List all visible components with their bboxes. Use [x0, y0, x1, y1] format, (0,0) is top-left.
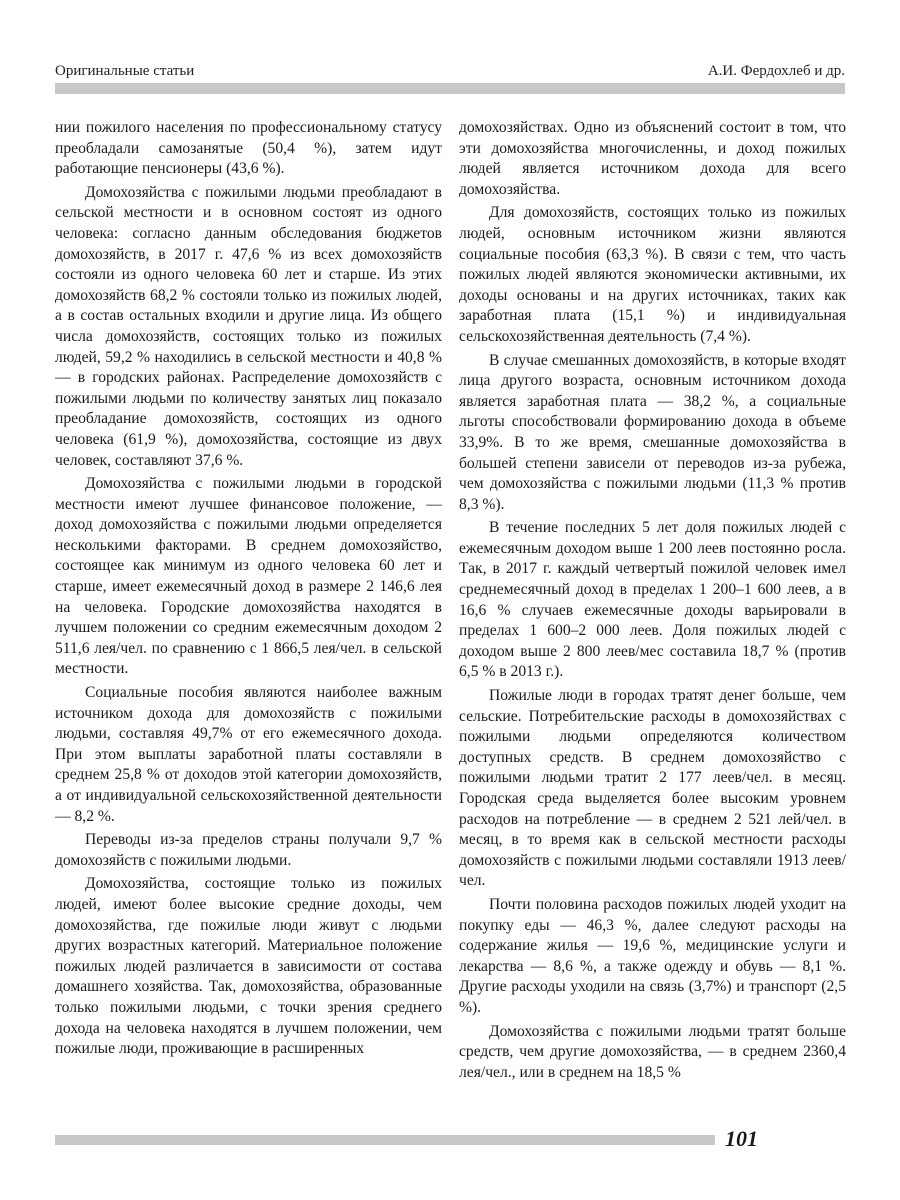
- paragraph: Переводы из-за пределов страны получали 9,7 % домохозяйств с пожилыми людьми.: [55, 831, 442, 869]
- paragraph: Домохозяйства с пожилыми людьми в городской местности имеют лучшее финансовое положение, — доход домохозяйства с пожилыми людьми определяется несколькими факторами. В среднем домохозяйство, состоящее как минимум из одного человека 60 лет и старше, имеет ежемесячный доход в размере 2 146,6 лея на человека. Городские домохозяйства находятся в лучшем положении со средним ежемесячным доходом 2 511,6 лея/чел. по сравнению с 1 866,5 лея/чел. в сельской местности.: [55, 475, 442, 678]
- paragraph: домохозяйствах. Одно из объяснений состоит в том, что эти домохозяйства многочисленны, и доход пожилых людей является источником дохода для всего домохозяйства.: [459, 119, 846, 198]
- text-column-right: [459, 118, 846, 1086]
- paragraph: В случае смешанных домохозяйств, в которые входят лица другого возраста, основным источником дохода является заработная плата — 38,2 %, а социальные льготы способствовали формированию дохода в объеме 33,9%. В то же время, смешанные домохозяйства в большей степени зависели от переводов из-за рубежа, чем домохозяйства с пожилыми людьми (11,3 % против 8,3 %).: [459, 351, 846, 513]
- paragraph: Социальные пособия являются наиболее важным источником дохода для домохозяйств с пожилыми людьми, составляя 49,7% от его ежемесячного дохода. При этом выплаты заработной платы составляли в среднем 25,8 % от доходов этой категории домохозяйств, а от индивидуальной сельскохозяйственной деятельности — 8,2 %.: [55, 684, 442, 825]
- paragraph: Домохозяйства с пожилыми людьми преобладают в сельской местности и в основном состоят из одного человека: согласно данным обследования бюджетов домохозяйств, в 2017 г. 47,6 % из всех домохозяйств состояли из одного человека 60 лет и старше. Из этих домохозяйств 68,2 % состояли только из пожилых людей, а в состав остальных входили и другие лица. Из общего числа домохозяйств, состоящих только из пожилых людей, 59,2 % находились в сельской местности и 40,8 % — в городских районах. Распределение домохозяйств с пожилыми людьми по количеству занятых лиц показало преобладание домохозяйств, состоящих из одного человека (61,9 %), домохозяйства, состоящие из двух человек, составляют 37,6 %.: [55, 183, 442, 469]
- paragraph: нии пожилого населения по профессиональному статусу преобладали самозанятые (50,4 %), затем идут работающие пенсионеры (43,6 %).: [55, 119, 442, 178]
- running-head-section: Оригинальные статьи: [55, 63, 195, 79]
- running-head-authors: А.И. Фердохлеб и др.: [707, 63, 845, 79]
- paragraph: Домохозяйства, состоящие только из пожилых людей, имеют более высокие средние доходы, чем домохозяйства, где пожилые люди живут с людьми других возрастных категорий. Материальное положение пожилых людей различается в зависимости от состава домашнего хозяйства. Так, домохозяйства, образованные только пожилыми людьми, с точки зрения среднего дохода на человека находятся в лучшем положении, чем пожилые люди, проживающие в расширенных: [55, 875, 442, 1058]
- page-number: 101: [725, 1126, 758, 1151]
- paragraph: Для домохозяйств, состоящих только из пожилых людей, основным источником жизни являются социальные пособия (63,3 %). В связи с тем, что часть пожилых людей являются экономически активными, их доходы основаны и на других источниках, таких как заработная плата (15,1 %) и индивидуальная сельскохозяйственная деятельность (7,4 %).: [459, 204, 846, 345]
- paragraph: Почти половина расходов пожилых людей уходит на покупку еды — 46,3 %, далее следуют расходы на содержание жилья — 19,6 %, медицинские услуги и лекарства — 8,6 %, а также одежду и обувь — 8,1 %. Другие расходы уходили на связь (3,7%) и транспорт (2,5 %).: [459, 895, 846, 1016]
- paragraph: Домохозяйства с пожилыми людьми тратят больше средств, чем другие домохозяйства, — в среднем 2360,4 лея/чел., или в среднем на 18,5 %: [459, 1022, 846, 1081]
- paragraph: Пожилые люди в городах тратят денег больше, чем сельские. Потребительские расходы в домохозяйствах с пожилыми людьми определяются количеством доступных средств. В среднем домохозяйство с пожилыми людьми тратит 2 177 леев/чел. в месяц. Городская среда выделяется более высоким уровнем расходов на потребление — в среднем 2 521 лей/чел. в месяц, в то время как в сельской местности расходы домохозяйств с пожилыми людьми составляли 1913 леев/чел.: [459, 687, 846, 890]
- paragraph: В течение последних 5 лет доля пожилых людей с ежемесячным доходом выше 1 200 леев постоянно росла. Так, в 2017 г. каждый четвертый пожилой человек имел среднемесячный доход в пределах 1 200–1 600 леев, а в 16,6 % случаев ежемесячные доходы варьировали в пределах 1 600–2 000 леев. Доля пожилых людей с доходом выше 2 800 леев/мес составила 18,7 % (против 6,5 % в 2013 г.).: [459, 519, 846, 681]
- header-divider: [55, 83, 845, 94]
- text-column-left: [55, 118, 442, 1063]
- footer-divider: [55, 1135, 715, 1145]
